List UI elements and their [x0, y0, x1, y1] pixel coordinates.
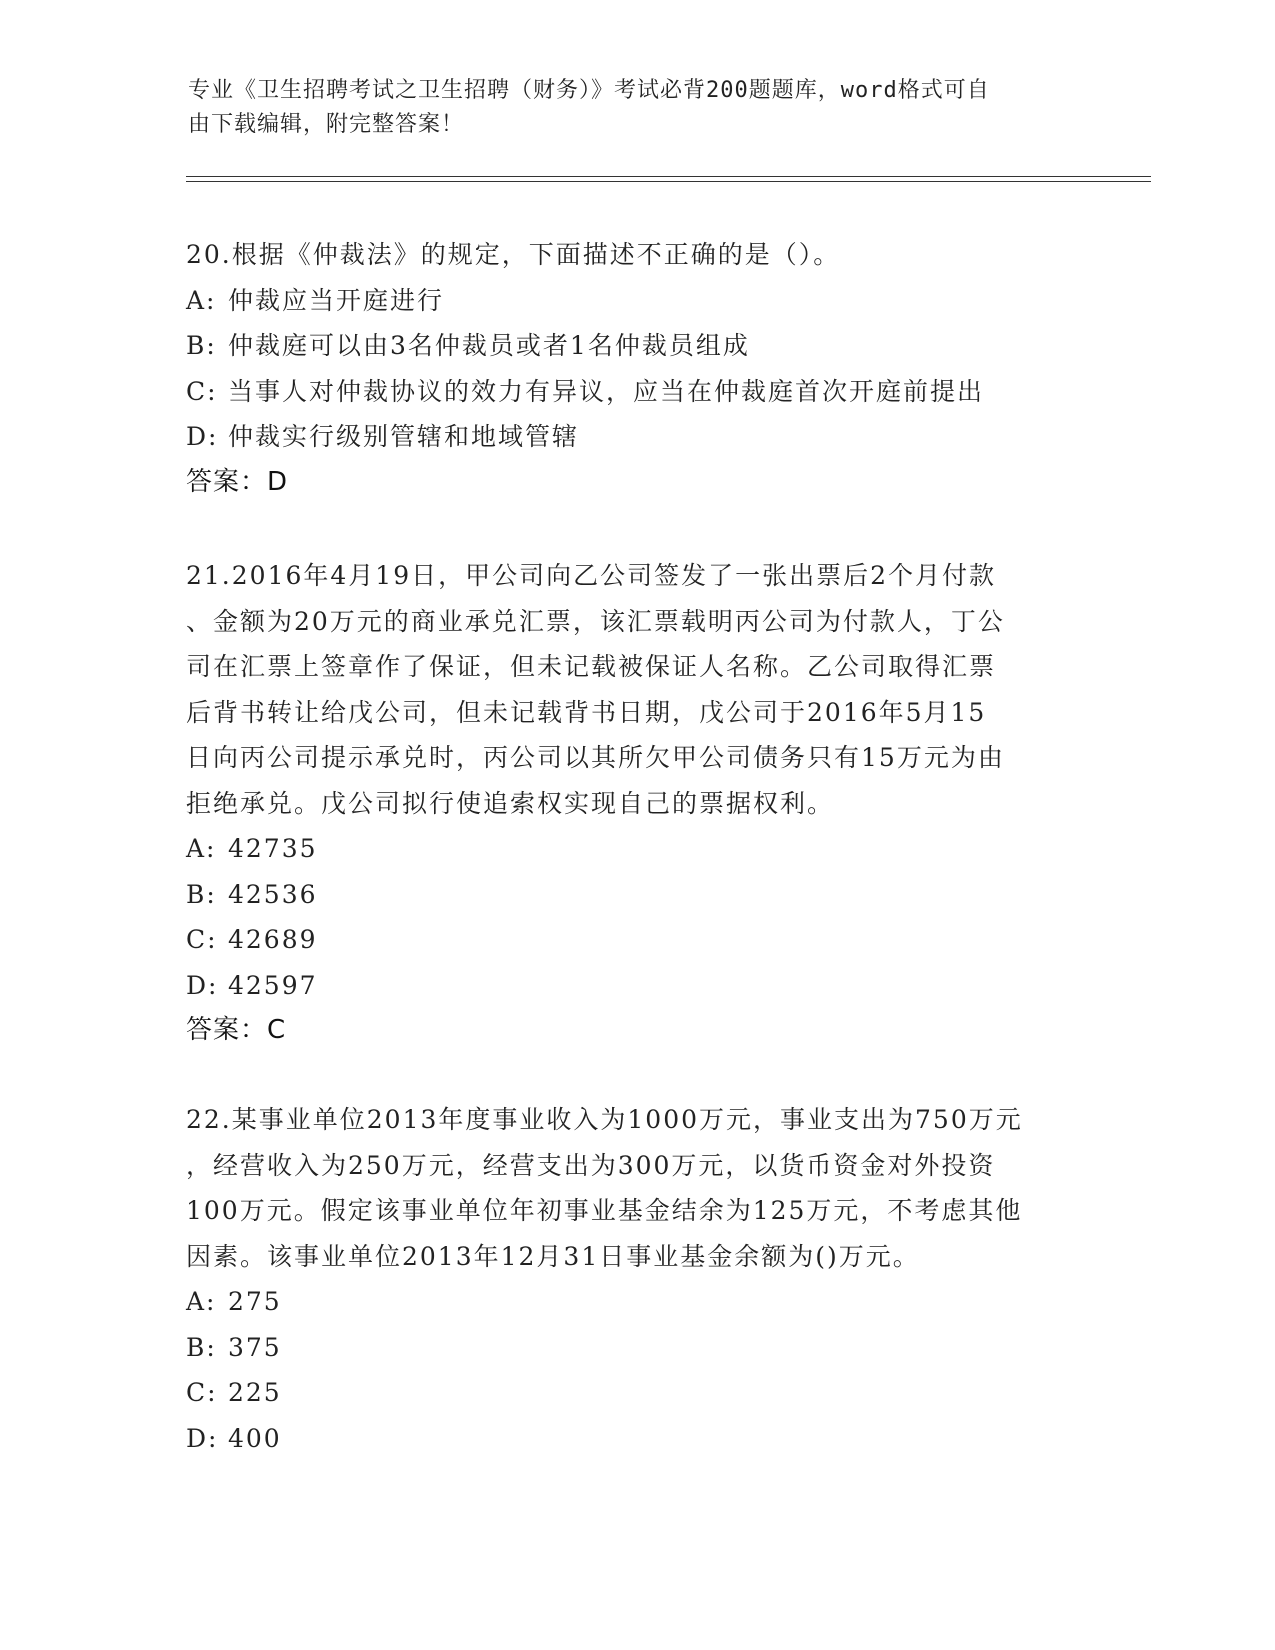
option-key: D: — [186, 970, 219, 1000]
header-line-1: 专业《卫生招聘考试之卫生招聘（财务）》考试必背200题题库，word格式可自 — [188, 78, 990, 103]
option-key: A: — [186, 285, 217, 315]
option-key: C: — [186, 376, 218, 406]
question-stem-line: ，经营收入为250万元，经营支出为300万元，以货币资金对外投资 — [186, 1150, 996, 1180]
option-b — [186, 1325, 1086, 1371]
option-text: 375 — [228, 1332, 282, 1362]
question-stem-line: 20.根据《仲裁法》的规定，下面描述不正确的是（）。 — [186, 240, 841, 269]
question-stem-line: 后背书转让给戊公司，但未记载背书日期，戊公司于2016年5月15 — [186, 697, 987, 727]
question-stem-line: 拒绝承兑。戊公司拟行使追索权实现自己的票据权利。 — [186, 788, 835, 818]
option-d — [186, 414, 1086, 460]
option-c — [186, 917, 1086, 963]
question-22 — [186, 1097, 1086, 1461]
question-stem-line: 因素。该事业单位2013年12月31日事业基金余额为()万元。 — [186, 1241, 920, 1271]
question-stem-line: 22.某事业单位2013年度事业收入为1000万元，事业支出为750万元 — [186, 1105, 1023, 1134]
option-d — [186, 963, 1086, 1009]
option-key: C: — [186, 1378, 218, 1407]
answer-line: 答案：C — [186, 1015, 287, 1045]
option-key: B: — [186, 331, 217, 360]
document-header — [188, 74, 1068, 142]
question-21 — [186, 553, 1086, 1054]
option-key: A: — [186, 834, 217, 863]
question-stem-line: 司在汇票上签章作了保证，但未记载被保证人名称。乙公司取得汇票 — [186, 652, 997, 681]
option-text: 仲裁应当开庭进行 — [228, 285, 445, 315]
option-text: 当事人对仲裁协议的效力有异议，应当在仲裁庭首次开庭前提出 — [228, 376, 985, 406]
option-key: D: — [186, 1423, 219, 1453]
option-c — [186, 369, 1086, 415]
option-text: 仲裁庭可以由3名仲裁员或者1名仲裁员组成 — [228, 331, 750, 360]
question-stem-line: 100万元。假定该事业单位年初事业基金结余为125万元，不考虑其他 — [186, 1196, 1023, 1225]
option-text: 42735 — [228, 834, 318, 863]
question-stem-line: 21.2016年4月19日，甲公司向乙公司签发了一张出票后2个月付款 — [186, 561, 997, 590]
option-a — [186, 826, 1086, 872]
answer-line: 答案：D — [186, 466, 289, 497]
question-stem-line: 日向丙公司提示承兑时，丙公司以其所欠甲公司债务只有15万元为由 — [186, 743, 1005, 772]
option-text: 42597 — [228, 970, 318, 1000]
header-line-2: 由下载编辑，附完整答案！ — [188, 112, 465, 137]
header-divider-top — [186, 176, 1151, 177]
option-text: 275 — [228, 1287, 282, 1316]
option-key: B: — [186, 1332, 217, 1362]
option-text: 42689 — [228, 925, 318, 954]
option-c — [186, 1370, 1086, 1416]
option-key: D: — [186, 422, 219, 451]
option-d — [186, 1416, 1086, 1462]
option-a — [186, 1279, 1086, 1325]
option-text: 42536 — [228, 879, 318, 909]
question-stem-line: 、金额为20万元的商业承兑汇票，该汇票载明丙公司为付款人，丁公 — [186, 606, 1005, 636]
option-text: 400 — [228, 1423, 282, 1453]
option-key: C: — [186, 925, 218, 954]
option-text: 225 — [228, 1378, 282, 1407]
option-b — [186, 323, 1086, 369]
header-divider-bottom — [186, 181, 1151, 182]
option-key: B: — [186, 879, 217, 909]
option-a — [186, 278, 1086, 324]
question-20 — [186, 232, 1086, 505]
option-key: A: — [186, 1287, 217, 1316]
option-b — [186, 872, 1086, 918]
option-text: 仲裁实行级别管辖和地域管辖 — [228, 422, 580, 451]
